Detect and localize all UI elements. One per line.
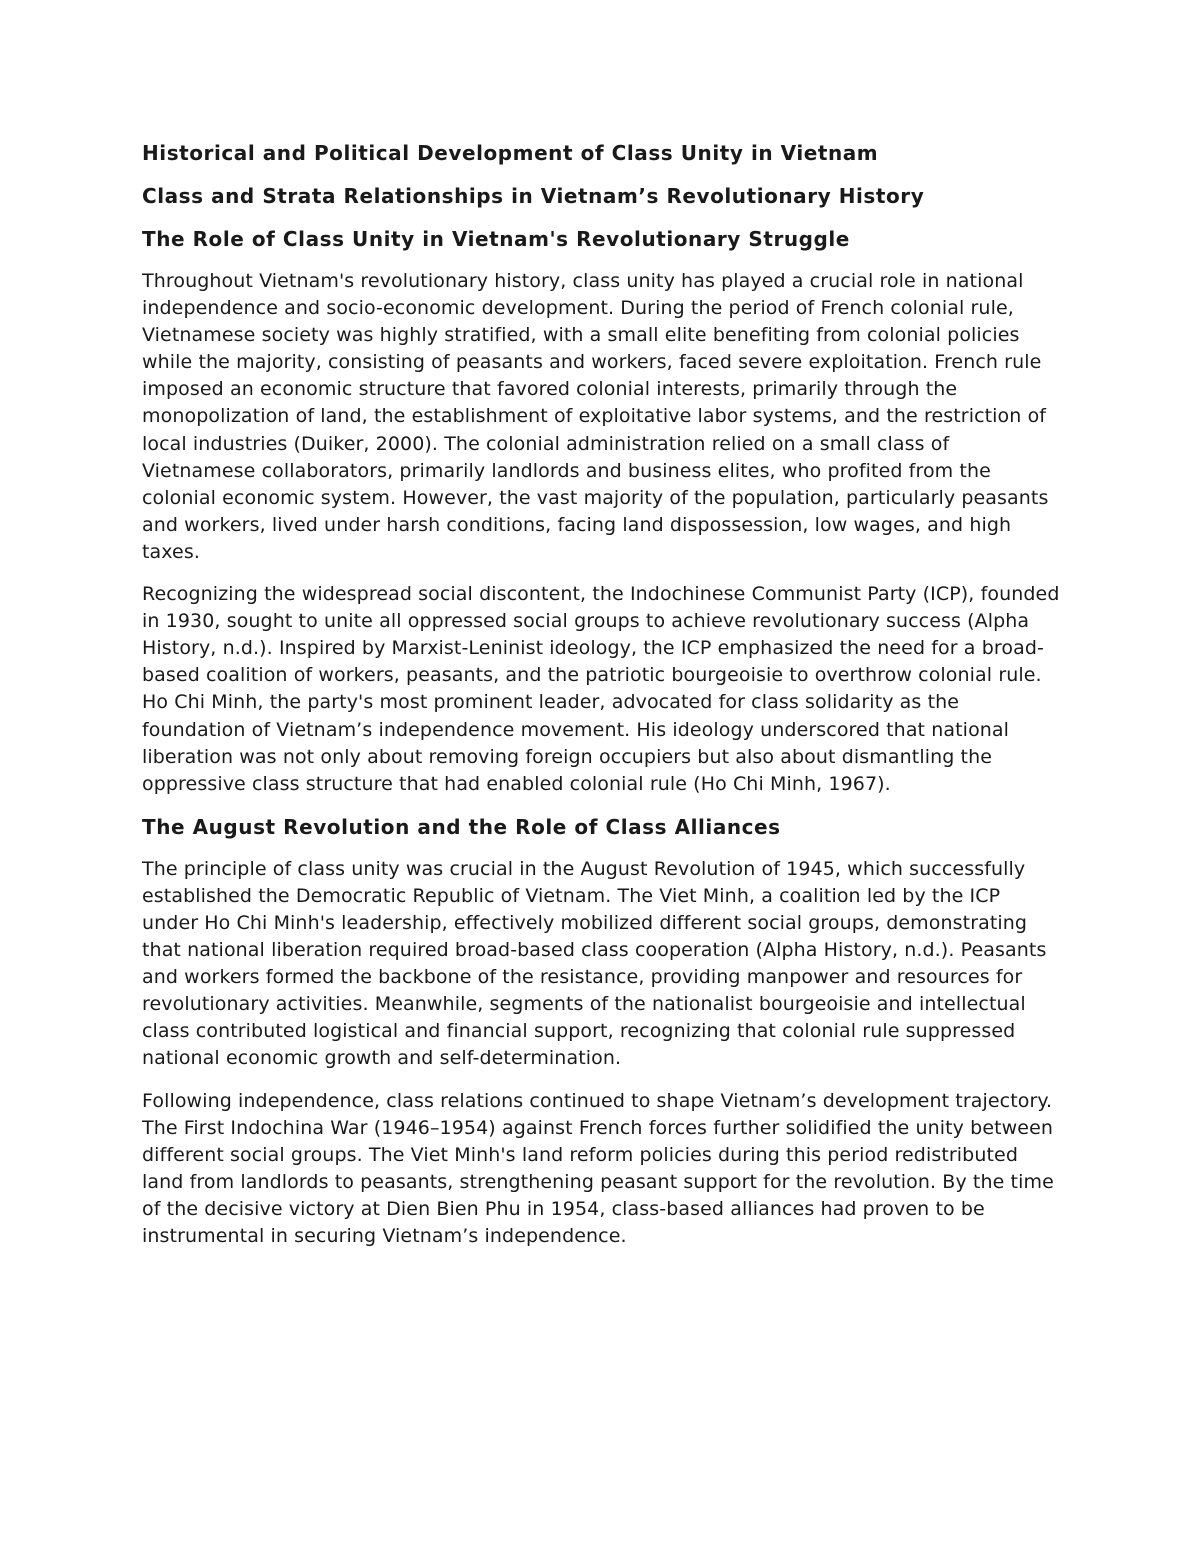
section-heading: The August Revolution and the Role of Class Alliances [142,814,781,839]
paragraph: Recognizing the widespread social discontent, the Indochinese Communist Party (ICP), founded in 1930, sought to unite all oppressed social groups to achieve revolutionary success (Alpha History, n.d.). Inspired by Marxist-Leninist ideology, the ICP emphasized the need for a broad-based coalition of workers, peasants, and the patriotic bourgeoisie to overthrow colonial rule. Ho Chi Minh, the party's most prominent leader, advocated for class solidarity as the foundation of Vietnam’s independence movement. His ideology underscored that national liberation was not only about removing foreign occupiers but also about dismantling the oppressive class structure that had enabled colonial rule (Ho Chi Minh, 1967). [142,583,1060,795]
paragraph: Throughout Vietnam's revolutionary history, class unity has played a crucial role in national independence and socio-economic development. During the period of French colonial rule, Vietnamese society was highly stratified, with a small elite benefiting from colonial policies while the majority, consisting of peasants and workers, faced severe exploitation. French rule imposed an economic structure that favored colonial interests, primarily through the monopolization of land, the establishment of exploitative labor systems, and the restriction of local industries (Duiker, 2000). The colonial administration relied on a small class of Vietnamese collaborators, primarily landlords and business elites, who profited from the colonial economic system. However, the vast majority of the population, particularly peasants and workers, lived under harsh conditions, facing land dispossession, low wages, and high taxes. [142,270,1049,563]
document-subtitle: Class and Strata Relationships in Vietnam’s Revolutionary History [142,184,925,208]
section-august-revolution [142,813,1062,1250]
document-page [142,139,1062,1265]
paragraph: Following independence, class relations continued to shape Vietnam’s development trajectory. The First Indochina War (1946–1954) against French forces further solidified the unity between different social groups. The Viet Minh's land reform policies during this period redistributed land from landlords to peasants, strengthening peasant support for the revolution. By the time of the decisive victory at Dien Bien Phu in 1954, class-based alliances had proven to be instrumental in securing Vietnam’s independence. [142,1089,1054,1247]
section-role-of-class-unity [142,225,1062,798]
document-title: Historical and Political Development of Class Unity in Vietnam [142,141,879,165]
section-heading: The Role of Class Unity in Vietnam's Revolutionary Struggle [142,227,850,251]
paragraph: The principle of class unity was crucial in the August Revolution of 1945, which successfully established the Democratic Republic of Vietnam. The Viet Minh, a coalition led by the ICP under Ho Chi Minh's leadership, effectively mobilized different social groups, demonstrating that national liberation required broad-based class cooperation (Alpha History, n.d.). Peasants and workers formed the backbone of the resistance, providing manpower and resources for revolutionary activities. Meanwhile, segments of the nationalist bourgeoisie and intellectual class contributed logistical and financial support, recognizing that colonial rule suppressed national economic growth and self-determination. [142,857,1047,1070]
